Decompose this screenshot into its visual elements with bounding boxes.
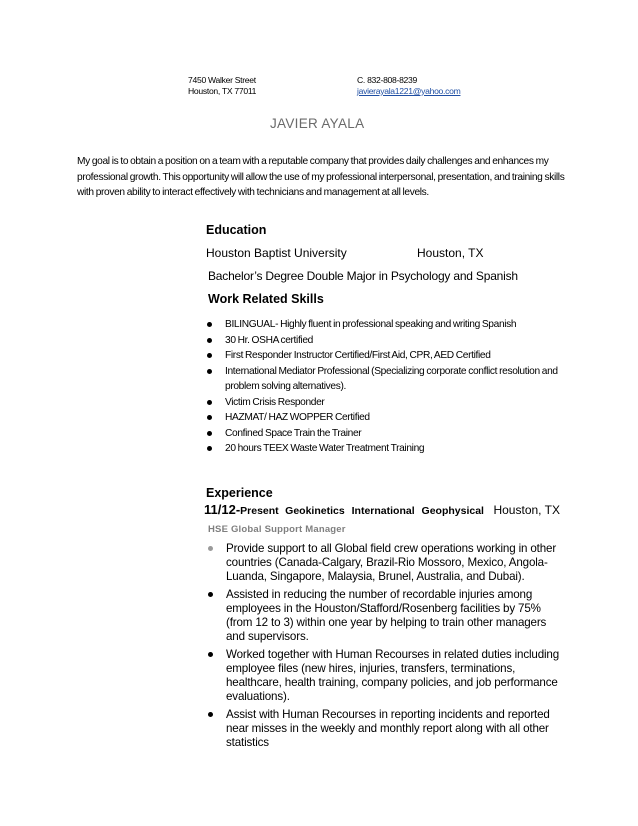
education-school: Houston Baptist University bbox=[206, 246, 347, 260]
education-location: Houston, TX bbox=[417, 246, 484, 260]
education-heading: Education bbox=[206, 223, 267, 237]
skill-item: 30 Hr. OSHA certified bbox=[205, 333, 565, 349]
experience-dates: 11/12- bbox=[204, 502, 241, 517]
duty-item: Worked together with Human Recourses in related duties including employee files (new hires, injuries, transfers, terminations, healthcare, health training, company policies, and job performance evaluations). bbox=[207, 648, 567, 704]
skill-item: Confined Space Train the Trainer bbox=[205, 426, 565, 442]
skill-item: First Responder Instructor Certified/First Aid, CPR, AED Certified bbox=[205, 348, 565, 364]
duty-item: Assisted in reducing the number of recordable injuries among employees in the Houston/Stafford/Rosenberg facilities by 75% (from 12 to 3) within one year by helping to train other managers and supervisors. bbox=[207, 588, 567, 644]
contact-phone: C. 832-808-8239 bbox=[357, 75, 417, 85]
contact-city: Houston, TX 77011 bbox=[188, 86, 257, 96]
duty-item: Assist with Human Recourses in reporting incidents and reported near misses in the weekly and monthly report along with all other statistics bbox=[207, 708, 567, 750]
skill-item: HAZMAT/ HAZ WOPPER Certified bbox=[205, 410, 565, 426]
duty-item: Provide support to all Global field crew operations working in other countries (Canada-Calgary, Brazil-Rio Mossoro, Mexico, Angola-Luanda, Singapore, Malaysia, Brunel, Australia, and Dubai). bbox=[207, 542, 567, 584]
skills-heading: Work Related Skills bbox=[208, 292, 324, 306]
skills-list bbox=[205, 317, 565, 457]
experience-role: HSE Global Support Manager bbox=[208, 524, 346, 535]
skill-item: International Mediator Professional (Specializing corporate conflict resolution and problem solving alternatives). bbox=[205, 364, 565, 395]
contact-street: 7450 Walker Street bbox=[188, 75, 256, 85]
skill-item: Victim Crisis Responder bbox=[205, 395, 565, 411]
experience-period: Present bbox=[240, 505, 279, 517]
experience-location: Houston, TX bbox=[493, 503, 560, 517]
experience-job-line bbox=[204, 502, 560, 517]
contact-email-link[interactable]: javierayala1221@yahoo.com bbox=[357, 86, 461, 96]
skill-item: BILINGUAL- Highly fluent in professional speaking and writing Spanish bbox=[205, 317, 565, 333]
candidate-name: JAVIER AYALA bbox=[270, 116, 365, 131]
experience-company: Geokinetics International Geophysical bbox=[285, 505, 484, 517]
experience-heading: Experience bbox=[206, 486, 273, 500]
skill-item: 20 hours TEEX Waste Water Treatment Training bbox=[205, 441, 565, 457]
objective-paragraph: My goal is to obtain a position on a team with a reputable company that provides daily challenges and enhances my professional growth. This opportunity will allow the use of my professional interpersonal, presentation, and training skills with proven ability to interact effectively with technicians and management at all levels. bbox=[77, 156, 565, 198]
education-degree: Bachelor’s Degree Double Major in Psychology and Spanish bbox=[208, 269, 518, 283]
duties-list bbox=[207, 542, 567, 754]
